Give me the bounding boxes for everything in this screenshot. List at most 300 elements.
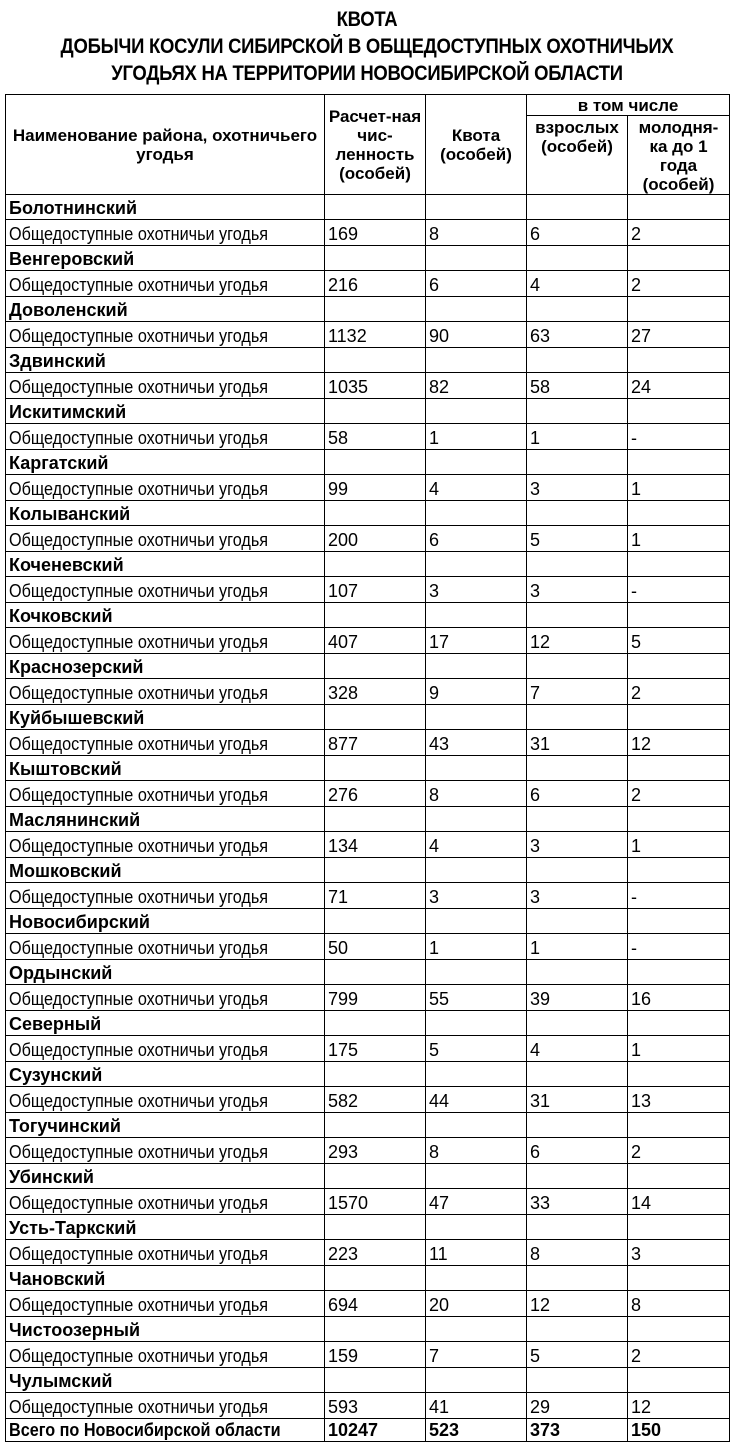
- district-row: [6, 603, 730, 628]
- adults-cell: 4: [527, 271, 628, 297]
- empty-cell: [628, 1113, 730, 1138]
- district-name: Венгеровский: [6, 246, 325, 271]
- district-row: [6, 399, 730, 424]
- quota-cell: 4: [426, 475, 527, 501]
- empty-cell: [527, 909, 628, 934]
- district-name: Кочковский: [6, 603, 325, 628]
- hunting-ground-name: Общедоступные охотничьи угодья: [6, 373, 325, 399]
- empty-cell: [325, 1215, 426, 1240]
- empty-cell: [628, 1164, 730, 1189]
- header-adults: взрослых (особей): [527, 116, 628, 195]
- empty-cell: [426, 1215, 527, 1240]
- empty-cell: [527, 1113, 628, 1138]
- district-row: [6, 501, 730, 526]
- empty-cell: [527, 603, 628, 628]
- table-row: [6, 730, 730, 756]
- table-row: [6, 373, 730, 399]
- young-cell: -: [628, 883, 730, 909]
- empty-cell: [628, 1368, 730, 1393]
- total-label: Всего по Новосибирской области: [6, 1419, 325, 1442]
- empty-cell: [426, 348, 527, 373]
- district-name: Усть-Таркский: [6, 1215, 325, 1240]
- total-population: 10247: [325, 1419, 426, 1442]
- district-row: [6, 960, 730, 985]
- empty-cell: [325, 399, 426, 424]
- adults-cell: 58: [527, 373, 628, 399]
- hunting-ground-name: Общедоступные охотничьи угодья: [6, 730, 325, 756]
- district-name: Болотнинский: [6, 195, 325, 220]
- district-name: Колыванский: [6, 501, 325, 526]
- population-cell: 694: [325, 1291, 426, 1317]
- empty-cell: [325, 756, 426, 781]
- population-cell: 799: [325, 985, 426, 1011]
- quota-cell: 6: [426, 526, 527, 552]
- header-population: Расчет-ная чис-ленность (особей): [325, 95, 426, 195]
- empty-cell: [628, 348, 730, 373]
- empty-cell: [527, 807, 628, 832]
- empty-cell: [527, 654, 628, 679]
- young-cell: 24: [628, 373, 730, 399]
- district-row: [6, 1215, 730, 1240]
- hunting-ground-name: Общедоступные охотничьи угодья: [6, 832, 325, 858]
- empty-cell: [527, 1266, 628, 1291]
- district-name: Северный: [6, 1011, 325, 1036]
- young-cell: -: [628, 424, 730, 450]
- empty-cell: [628, 552, 730, 577]
- table-row: [6, 475, 730, 501]
- empty-cell: [325, 603, 426, 628]
- header-quota: Квота (особей): [426, 95, 527, 195]
- district-row: [6, 705, 730, 730]
- district-row: [6, 1317, 730, 1342]
- empty-cell: [628, 195, 730, 220]
- empty-cell: [426, 501, 527, 526]
- empty-cell: [527, 960, 628, 985]
- population-cell: 1132: [325, 322, 426, 348]
- empty-cell: [325, 960, 426, 985]
- empty-cell: [325, 195, 426, 220]
- young-cell: 5: [628, 628, 730, 654]
- table-row: [6, 679, 730, 705]
- table-body: [6, 195, 730, 1442]
- district-row: [6, 807, 730, 832]
- young-cell: 1: [628, 1036, 730, 1062]
- district-row: [6, 195, 730, 220]
- quota-cell: 90: [426, 322, 527, 348]
- young-cell: 1: [628, 526, 730, 552]
- table-row: [6, 832, 730, 858]
- population-cell: 276: [325, 781, 426, 807]
- young-cell: 8: [628, 1291, 730, 1317]
- empty-cell: [325, 1266, 426, 1291]
- hunting-ground-name: Общедоступные охотничьи угодья: [6, 1342, 325, 1368]
- population-cell: 407: [325, 628, 426, 654]
- empty-cell: [325, 552, 426, 577]
- young-cell: 2: [628, 220, 730, 246]
- empty-cell: [426, 246, 527, 271]
- district-row: [6, 348, 730, 373]
- empty-cell: [426, 1011, 527, 1036]
- quota-table: [5, 94, 730, 1442]
- quota-cell: 47: [426, 1189, 527, 1215]
- quota-cell: 8: [426, 781, 527, 807]
- quota-cell: 55: [426, 985, 527, 1011]
- empty-cell: [628, 1317, 730, 1342]
- empty-cell: [527, 756, 628, 781]
- title-line-1: КВОТА: [336, 8, 398, 31]
- hunting-ground-name: Общедоступные охотничьи угодья: [6, 220, 325, 246]
- district-name: Маслянинский: [6, 807, 325, 832]
- table-row: [6, 220, 730, 246]
- empty-cell: [527, 1317, 628, 1342]
- quota-cell: 5: [426, 1036, 527, 1062]
- quota-cell: 4: [426, 832, 527, 858]
- young-cell: 14: [628, 1189, 730, 1215]
- hunting-ground-name: Общедоступные охотничьи угодья: [6, 985, 325, 1011]
- population-cell: 50: [325, 934, 426, 960]
- adults-cell: 12: [527, 628, 628, 654]
- empty-cell: [325, 705, 426, 730]
- empty-cell: [325, 1317, 426, 1342]
- empty-cell: [527, 552, 628, 577]
- empty-cell: [628, 960, 730, 985]
- empty-cell: [426, 1113, 527, 1138]
- empty-cell: [628, 501, 730, 526]
- table-row: [6, 1393, 730, 1419]
- adults-cell: 1: [527, 424, 628, 450]
- hunting-ground-name: Общедоступные охотничьи угодья: [6, 271, 325, 297]
- empty-cell: [325, 807, 426, 832]
- empty-cell: [527, 705, 628, 730]
- total-row: [6, 1419, 730, 1442]
- table-row: [6, 1087, 730, 1113]
- empty-cell: [527, 1215, 628, 1240]
- empty-cell: [527, 195, 628, 220]
- empty-cell: [426, 1317, 527, 1342]
- empty-cell: [325, 297, 426, 322]
- empty-cell: [426, 1164, 527, 1189]
- district-name: Ордынский: [6, 960, 325, 985]
- empty-cell: [426, 1062, 527, 1087]
- population-cell: 593: [325, 1393, 426, 1419]
- quota-cell: 3: [426, 577, 527, 603]
- population-cell: 200: [325, 526, 426, 552]
- adults-cell: 6: [527, 781, 628, 807]
- hunting-ground-name: Общедоступные охотничьи угодья: [6, 934, 325, 960]
- district-name: Тогучинский: [6, 1113, 325, 1138]
- hunting-ground-name: Общедоступные охотничьи угодья: [6, 1087, 325, 1113]
- empty-cell: [628, 807, 730, 832]
- empty-cell: [325, 1164, 426, 1189]
- empty-cell: [426, 807, 527, 832]
- population-cell: 134: [325, 832, 426, 858]
- district-row: [6, 246, 730, 271]
- empty-cell: [426, 603, 527, 628]
- empty-cell: [325, 1011, 426, 1036]
- population-cell: 328: [325, 679, 426, 705]
- quota-cell: 17: [426, 628, 527, 654]
- empty-cell: [628, 1215, 730, 1240]
- adults-cell: 33: [527, 1189, 628, 1215]
- district-name: Сузунский: [6, 1062, 325, 1087]
- quota-cell: 20: [426, 1291, 527, 1317]
- population-cell: 58: [325, 424, 426, 450]
- adults-cell: 3: [527, 577, 628, 603]
- table-row: [6, 526, 730, 552]
- title-line-2: ДОБЫЧИ КОСУЛИ СИБИРСКОЙ В ОБЩЕДОСТУПНЫХ ОХОТНИЧЬИХ: [60, 35, 674, 58]
- table-row: [6, 883, 730, 909]
- population-cell: 293: [325, 1138, 426, 1164]
- empty-cell: [426, 399, 527, 424]
- empty-cell: [325, 501, 426, 526]
- young-cell: 2: [628, 679, 730, 705]
- young-cell: 12: [628, 730, 730, 756]
- empty-cell: [426, 1368, 527, 1393]
- table-row: [6, 577, 730, 603]
- hunting-ground-name: Общедоступные охотничьи угодья: [6, 1393, 325, 1419]
- district-name: Здвинский: [6, 348, 325, 373]
- adults-cell: 12: [527, 1291, 628, 1317]
- hunting-ground-name: Общедоступные охотничьи угодья: [6, 883, 325, 909]
- quota-cell: 8: [426, 1138, 527, 1164]
- empty-cell: [426, 756, 527, 781]
- district-row: [6, 1011, 730, 1036]
- quota-cell: 6: [426, 271, 527, 297]
- district-name: Новосибирский: [6, 909, 325, 934]
- population-cell: 877: [325, 730, 426, 756]
- header-young: молодня-ка до 1 года (особей): [628, 116, 730, 195]
- district-row: [6, 297, 730, 322]
- empty-cell: [325, 1368, 426, 1393]
- total-adults: 373: [527, 1419, 628, 1442]
- empty-cell: [628, 399, 730, 424]
- district-row: [6, 1164, 730, 1189]
- hunting-ground-name: Общедоступные охотничьи угодья: [6, 679, 325, 705]
- table-row: [6, 781, 730, 807]
- adults-cell: 4: [527, 1036, 628, 1062]
- young-cell: -: [628, 577, 730, 603]
- table-row: [6, 985, 730, 1011]
- empty-cell: [325, 246, 426, 271]
- district-name: Чулымский: [6, 1368, 325, 1393]
- hunting-ground-name: Общедоступные охотничьи угодья: [6, 1291, 325, 1317]
- district-name: Каргатский: [6, 450, 325, 475]
- district-row: [6, 1113, 730, 1138]
- district-name: Краснозерский: [6, 654, 325, 679]
- table-row: [6, 1342, 730, 1368]
- empty-cell: [628, 297, 730, 322]
- district-row: [6, 1266, 730, 1291]
- empty-cell: [325, 654, 426, 679]
- hunting-ground-name: Общедоступные охотничьи угодья: [6, 628, 325, 654]
- hunting-ground-name: Общедоступные охотничьи угодья: [6, 1189, 325, 1215]
- population-cell: 223: [325, 1240, 426, 1266]
- document-title: [0, 0, 734, 84]
- adults-cell: 63: [527, 322, 628, 348]
- young-cell: 1: [628, 832, 730, 858]
- empty-cell: [426, 654, 527, 679]
- adults-cell: 3: [527, 475, 628, 501]
- district-name: Доволенский: [6, 297, 325, 322]
- quota-cell: 9: [426, 679, 527, 705]
- district-row: [6, 450, 730, 475]
- table-row: [6, 1138, 730, 1164]
- district-row: [6, 1062, 730, 1087]
- empty-cell: [325, 909, 426, 934]
- empty-cell: [628, 909, 730, 934]
- header-name: Наименование района, охотничьего угодья: [6, 95, 325, 195]
- empty-cell: [426, 297, 527, 322]
- young-cell: 1: [628, 475, 730, 501]
- empty-cell: [426, 1266, 527, 1291]
- empty-cell: [426, 960, 527, 985]
- empty-cell: [527, 858, 628, 883]
- table-row: [6, 322, 730, 348]
- quota-cell: 82: [426, 373, 527, 399]
- quota-cell: 1: [426, 934, 527, 960]
- table-row: [6, 424, 730, 450]
- empty-cell: [527, 348, 628, 373]
- empty-cell: [628, 756, 730, 781]
- population-cell: 582: [325, 1087, 426, 1113]
- adults-cell: 5: [527, 526, 628, 552]
- quota-cell: 11: [426, 1240, 527, 1266]
- young-cell: 13: [628, 1087, 730, 1113]
- adults-cell: 1: [527, 934, 628, 960]
- adults-cell: 6: [527, 1138, 628, 1164]
- empty-cell: [527, 501, 628, 526]
- population-cell: 159: [325, 1342, 426, 1368]
- empty-cell: [325, 348, 426, 373]
- empty-cell: [628, 654, 730, 679]
- district-name: Искитимский: [6, 399, 325, 424]
- adults-cell: 6: [527, 220, 628, 246]
- header-including: в том числе: [527, 95, 730, 116]
- hunting-ground-name: Общедоступные охотничьи угодья: [6, 1138, 325, 1164]
- empty-cell: [527, 399, 628, 424]
- young-cell: 3: [628, 1240, 730, 1266]
- young-cell: 2: [628, 271, 730, 297]
- hunting-ground-name: Общедоступные охотничьи угодья: [6, 424, 325, 450]
- district-row: [6, 552, 730, 577]
- adults-cell: 3: [527, 832, 628, 858]
- population-cell: 169: [325, 220, 426, 246]
- empty-cell: [527, 1368, 628, 1393]
- empty-cell: [426, 858, 527, 883]
- adults-cell: 8: [527, 1240, 628, 1266]
- adults-cell: 31: [527, 730, 628, 756]
- empty-cell: [628, 1266, 730, 1291]
- hunting-ground-name: Общедоступные охотничьи угодья: [6, 1240, 325, 1266]
- quota-cell: 3: [426, 883, 527, 909]
- empty-cell: [426, 705, 527, 730]
- empty-cell: [426, 552, 527, 577]
- empty-cell: [426, 195, 527, 220]
- empty-cell: [628, 450, 730, 475]
- empty-cell: [628, 603, 730, 628]
- young-cell: 2: [628, 1342, 730, 1368]
- young-cell: 12: [628, 1393, 730, 1419]
- young-cell: 2: [628, 1138, 730, 1164]
- young-cell: 27: [628, 322, 730, 348]
- population-cell: 107: [325, 577, 426, 603]
- district-row: [6, 909, 730, 934]
- district-name: Убинский: [6, 1164, 325, 1189]
- empty-cell: [628, 858, 730, 883]
- young-cell: 2: [628, 781, 730, 807]
- adults-cell: 7: [527, 679, 628, 705]
- district-row: [6, 1368, 730, 1393]
- empty-cell: [426, 909, 527, 934]
- district-row: [6, 654, 730, 679]
- quota-cell: 1: [426, 424, 527, 450]
- table-row: [6, 628, 730, 654]
- empty-cell: [628, 246, 730, 271]
- district-name: Куйбышевский: [6, 705, 325, 730]
- empty-cell: [325, 450, 426, 475]
- district-name: Чистоозерный: [6, 1317, 325, 1342]
- table-row: [6, 934, 730, 960]
- district-name: Коченевский: [6, 552, 325, 577]
- empty-cell: [628, 1011, 730, 1036]
- population-cell: 1570: [325, 1189, 426, 1215]
- quota-cell: 7: [426, 1342, 527, 1368]
- table-row: [6, 1291, 730, 1317]
- empty-cell: [527, 297, 628, 322]
- title-line-3: УГОДЬЯХ НА ТЕРРИТОРИИ НОВОСИБИРСКОЙ ОБЛАСТИ: [111, 62, 623, 85]
- adults-cell: 5: [527, 1342, 628, 1368]
- district-name: Мошковский: [6, 858, 325, 883]
- hunting-ground-name: Общедоступные охотничьи угодья: [6, 526, 325, 552]
- population-cell: 216: [325, 271, 426, 297]
- hunting-ground-name: Общедоступные охотничьи угодья: [6, 322, 325, 348]
- district-row: [6, 858, 730, 883]
- table-row: [6, 1240, 730, 1266]
- population-cell: 1035: [325, 373, 426, 399]
- adults-cell: 3: [527, 883, 628, 909]
- empty-cell: [527, 450, 628, 475]
- empty-cell: [628, 705, 730, 730]
- table-row: [6, 1189, 730, 1215]
- young-cell: 16: [628, 985, 730, 1011]
- empty-cell: [527, 1011, 628, 1036]
- table-row: [6, 271, 730, 297]
- population-cell: 175: [325, 1036, 426, 1062]
- hunting-ground-name: Общедоступные охотничьи угодья: [6, 1036, 325, 1062]
- population-cell: 99: [325, 475, 426, 501]
- adults-cell: 31: [527, 1087, 628, 1113]
- total-quota: 523: [426, 1419, 527, 1442]
- empty-cell: [426, 450, 527, 475]
- quota-cell: 43: [426, 730, 527, 756]
- hunting-ground-name: Общедоступные охотничьи угодья: [6, 577, 325, 603]
- empty-cell: [325, 1113, 426, 1138]
- empty-cell: [325, 858, 426, 883]
- empty-cell: [527, 1062, 628, 1087]
- district-name: Чановский: [6, 1266, 325, 1291]
- table-row: [6, 1036, 730, 1062]
- district-name: Кыштовский: [6, 756, 325, 781]
- quota-cell: 41: [426, 1393, 527, 1419]
- hunting-ground-name: Общедоступные охотничьи угодья: [6, 781, 325, 807]
- empty-cell: [527, 246, 628, 271]
- empty-cell: [325, 1062, 426, 1087]
- empty-cell: [527, 1164, 628, 1189]
- empty-cell: [628, 1062, 730, 1087]
- district-row: [6, 756, 730, 781]
- adults-cell: 29: [527, 1393, 628, 1419]
- quota-cell: 8: [426, 220, 527, 246]
